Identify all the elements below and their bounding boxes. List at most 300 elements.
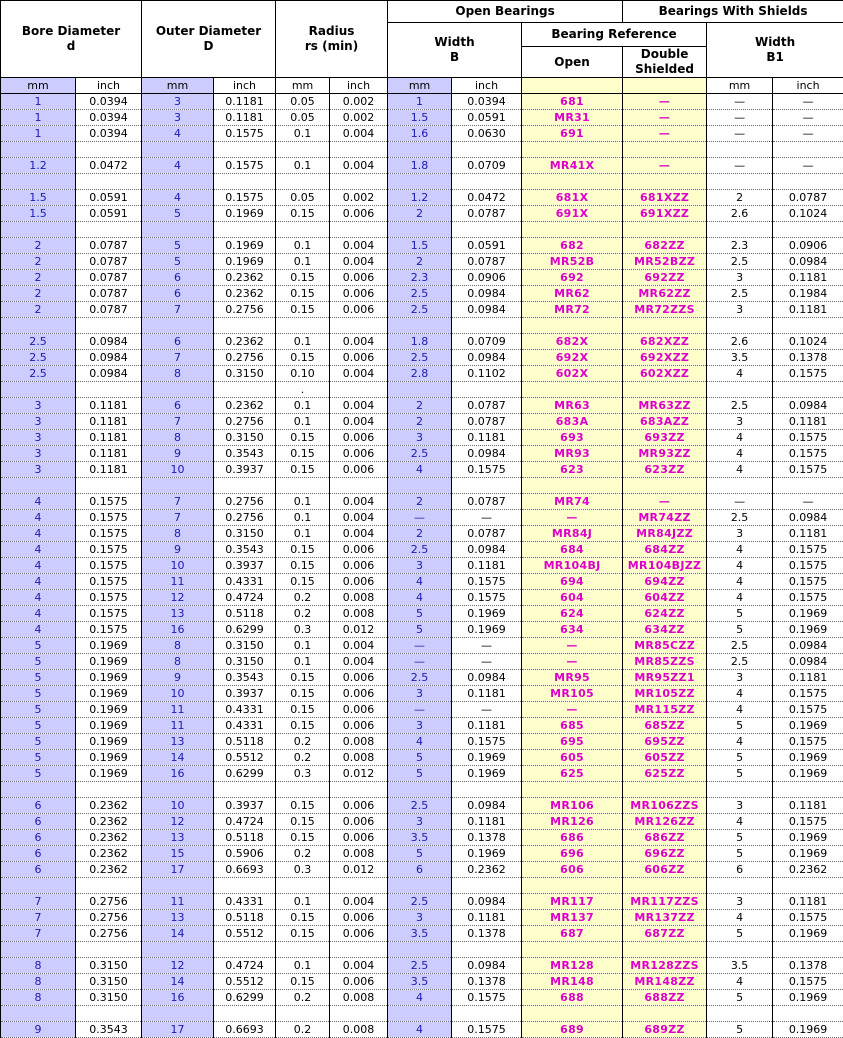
- cell-open-ref: MR148: [522, 974, 623, 990]
- spacer-row: [1, 478, 843, 494]
- cell-b1-inch: 0.1378: [773, 958, 843, 974]
- cell-radius-inch: [330, 318, 388, 334]
- cell-radius-mm: 0.15: [276, 702, 330, 718]
- cell-shielded-ref: MR137ZZ: [623, 910, 707, 926]
- cell-outer-inch: 0.2362: [214, 334, 276, 350]
- table-row: [1, 926, 843, 942]
- cell-outer-inch: 0.5512: [214, 974, 276, 990]
- cell-b1-mm: [707, 174, 773, 190]
- cell-b1-mm: 4: [707, 558, 773, 574]
- cell-open-ref: 694: [522, 574, 623, 590]
- cell-open-ref: [522, 142, 623, 158]
- cell-bore-inch: 0.1969: [76, 750, 142, 766]
- cell-outer-inch: [214, 1006, 276, 1022]
- cell-b1-inch: 0.1378: [773, 350, 843, 366]
- cell-b1-mm: 3.5: [707, 958, 773, 974]
- spacer-row: [1, 174, 843, 190]
- cell-width-inch: 0.0787: [452, 414, 522, 430]
- cell-outer-inch: 0.3937: [214, 558, 276, 574]
- cell-outer-inch: [214, 174, 276, 190]
- cell-shielded-ref: [623, 1006, 707, 1022]
- cell-shielded-ref: MR72ZZS: [623, 302, 707, 318]
- cell-b1-inch: 0.0984: [773, 638, 843, 654]
- cell-outer-mm: 13: [142, 606, 214, 622]
- cell-b1-inch: 0.1984: [773, 286, 843, 302]
- cell-width-mm: 2.5: [388, 542, 452, 558]
- cell-radius-mm: [276, 478, 330, 494]
- cell-shielded-ref: MR117ZZS: [623, 894, 707, 910]
- cell-open-ref: 684: [522, 542, 623, 558]
- cell-width-inch: 0.1378: [452, 974, 522, 990]
- cell-bore-mm: 5: [1, 718, 76, 734]
- cell-radius-inch: [330, 478, 388, 494]
- cell-radius-mm: [276, 174, 330, 190]
- table-row: [1, 462, 843, 478]
- cell-radius-inch: 0.006: [330, 286, 388, 302]
- cell-open-ref: 689: [522, 1022, 623, 1038]
- cell-b1-inch: —: [773, 94, 843, 110]
- cell-width-mm: 3: [388, 814, 452, 830]
- cell-shielded-ref: 625ZZ: [623, 766, 707, 782]
- cell-b1-mm: 4: [707, 366, 773, 382]
- cell-outer-mm: 4: [142, 126, 214, 142]
- cell-outer-inch: 0.4724: [214, 814, 276, 830]
- cell-outer-inch: 0.5118: [214, 606, 276, 622]
- cell-width-inch: 0.0984: [452, 958, 522, 974]
- cell-bore-mm: 2: [1, 238, 76, 254]
- cell-width-inch: 0.1378: [452, 926, 522, 942]
- table-row: [1, 302, 843, 318]
- table-row: [1, 110, 843, 126]
- cell-outer-mm: 12: [142, 958, 214, 974]
- cell-shielded-ref: 688ZZ: [623, 990, 707, 1006]
- cell-width-mm: [388, 174, 452, 190]
- table-row: [1, 430, 843, 446]
- cell-width-inch: 0.1969: [452, 622, 522, 638]
- cell-open-ref: [522, 222, 623, 238]
- cell-outer-inch: 0.2756: [214, 302, 276, 318]
- cell-outer-inch: 0.3543: [214, 542, 276, 558]
- cell-open-ref: —: [522, 654, 623, 670]
- cell-radius-inch: [330, 1006, 388, 1022]
- cell-width-mm: [388, 782, 452, 798]
- cell-outer-inch: 0.5512: [214, 750, 276, 766]
- cell-open-ref: 683A: [522, 414, 623, 430]
- cell-bore-mm: 8: [1, 958, 76, 974]
- cell-width-mm: 2: [388, 526, 452, 542]
- cell-b1-mm: [707, 782, 773, 798]
- cell-width-mm: —: [388, 702, 452, 718]
- cell-radius-inch: 0.006: [330, 814, 388, 830]
- cell-outer-inch: 0.2362: [214, 398, 276, 414]
- cell-radius-inch: 0.002: [330, 94, 388, 110]
- cell-open-ref: 625: [522, 766, 623, 782]
- cell-b1-inch: 0.1181: [773, 414, 843, 430]
- cell-shielded-ref: MR74ZZ: [623, 510, 707, 526]
- cell-b1-mm: 4: [707, 430, 773, 446]
- cell-b1-inch: [773, 382, 843, 398]
- cell-radius-mm: [276, 782, 330, 798]
- table-row: [1, 910, 843, 926]
- cell-b1-mm: 5: [707, 750, 773, 766]
- cell-b1-inch: [773, 318, 843, 334]
- cell-radius-inch: 0.004: [330, 894, 388, 910]
- cell-bore-mm: 1.5: [1, 206, 76, 222]
- table-row: [1, 830, 843, 846]
- cell-width-inch: 0.1575: [452, 734, 522, 750]
- cell-open-ref: 624: [522, 606, 623, 622]
- cell-radius-mm: [276, 318, 330, 334]
- spacer-row: [1, 782, 843, 798]
- cell-open-ref: MR72: [522, 302, 623, 318]
- cell-width-mm: 2: [388, 398, 452, 414]
- cell-outer-inch: [214, 382, 276, 398]
- cell-b1-mm: 2.5: [707, 654, 773, 670]
- cell-bore-mm: 4: [1, 574, 76, 590]
- cell-open-ref: —: [522, 638, 623, 654]
- cell-width-mm: 4: [388, 1022, 452, 1038]
- cell-width-inch: 0.1181: [452, 558, 522, 574]
- cell-bore-inch: [76, 142, 142, 158]
- cell-bore-mm: 5: [1, 654, 76, 670]
- cell-width-mm: [388, 942, 452, 958]
- cell-bore-mm: 4: [1, 558, 76, 574]
- cell-open-ref: —: [522, 510, 623, 526]
- cell-bore-mm: 7: [1, 926, 76, 942]
- cell-width-mm: [388, 382, 452, 398]
- open-bearings-header: Open Bearings: [388, 1, 623, 23]
- cell-shielded-ref: 686ZZ: [623, 830, 707, 846]
- cell-outer-mm: 4: [142, 158, 214, 174]
- open-ref-header: Open: [522, 47, 623, 78]
- cell-width-mm: 4: [388, 462, 452, 478]
- cell-shielded-ref: MR128ZZS: [623, 958, 707, 974]
- cell-radius-inch: 0.006: [330, 910, 388, 926]
- cell-width-inch: 0.0394: [452, 94, 522, 110]
- cell-outer-mm: 11: [142, 718, 214, 734]
- cell-shielded-ref: [623, 942, 707, 958]
- cell-outer-inch: 0.5118: [214, 910, 276, 926]
- cell-open-ref: [522, 478, 623, 494]
- cell-b1-mm: 5: [707, 622, 773, 638]
- cell-radius-mm: 0.15: [276, 350, 330, 366]
- cell-shielded-ref: MR104BJZZ: [623, 558, 707, 574]
- table-row: [1, 94, 843, 110]
- cell-radius-mm: [276, 942, 330, 958]
- cell-outer-inch: 0.2362: [214, 286, 276, 302]
- cell-bore-mm: 2: [1, 286, 76, 302]
- cell-shielded-ref: 624ZZ: [623, 606, 707, 622]
- cell-outer-mm: 14: [142, 750, 214, 766]
- cell-open-ref: MR74: [522, 494, 623, 510]
- cell-width-inch: [452, 1006, 522, 1022]
- cell-radius-inch: 0.008: [330, 590, 388, 606]
- cell-bore-inch: 0.1575: [76, 606, 142, 622]
- cell-b1-mm: 2.5: [707, 638, 773, 654]
- double-shielded-header: Double Shielded: [623, 47, 707, 78]
- cell-radius-inch: 0.012: [330, 862, 388, 878]
- cell-outer-mm: 7: [142, 414, 214, 430]
- cell-b1-inch: 0.1969: [773, 990, 843, 1006]
- cell-width-mm: 2: [388, 414, 452, 430]
- cell-width-inch: [452, 174, 522, 190]
- cell-b1-inch: —: [773, 110, 843, 126]
- cell-width-mm: 1.8: [388, 158, 452, 174]
- cell-radius-inch: 0.004: [330, 398, 388, 414]
- cell-width-mm: 3.5: [388, 974, 452, 990]
- cell-width-mm: 2: [388, 206, 452, 222]
- cell-bore-inch: 0.0394: [76, 94, 142, 110]
- cell-radius-mm: 0.1: [276, 414, 330, 430]
- table-row: [1, 718, 843, 734]
- table-row: [1, 750, 843, 766]
- cell-width-mm: 1.6: [388, 126, 452, 142]
- cell-b1-inch: 0.0984: [773, 398, 843, 414]
- cell-radius-inch: 0.004: [330, 334, 388, 350]
- cell-outer-mm: 6: [142, 334, 214, 350]
- cell-b1-mm: —: [707, 110, 773, 126]
- cell-bore-mm: 5: [1, 750, 76, 766]
- cell-radius-mm: 0.15: [276, 574, 330, 590]
- table-row: [1, 622, 843, 638]
- cell-shielded-ref: MR148ZZ: [623, 974, 707, 990]
- cell-bore-mm: 5: [1, 734, 76, 750]
- table-row: [1, 542, 843, 558]
- cell-width-mm: 3.5: [388, 830, 452, 846]
- cell-bore-inch: 0.0591: [76, 206, 142, 222]
- cell-width-mm: 2.5: [388, 894, 452, 910]
- cell-radius-inch: 0.006: [330, 798, 388, 814]
- cell-open-ref: 692: [522, 270, 623, 286]
- cell-outer-inch: 0.3150: [214, 366, 276, 382]
- cell-b1-mm: 4: [707, 542, 773, 558]
- cell-bore-mm: [1, 878, 76, 894]
- cell-width-inch: 0.0591: [452, 110, 522, 126]
- cell-bore-inch: 0.1969: [76, 654, 142, 670]
- cell-b1-mm: 2.5: [707, 398, 773, 414]
- cell-radius-mm: 0.1: [276, 238, 330, 254]
- cell-open-ref: [522, 878, 623, 894]
- cell-b1-inch: 0.1575: [773, 366, 843, 382]
- cell-bore-inch: 0.0787: [76, 270, 142, 286]
- cell-b1-mm: [707, 478, 773, 494]
- cell-width-mm: 5: [388, 766, 452, 782]
- cell-shielded-ref: MR115ZZ: [623, 702, 707, 718]
- cell-outer-mm: [142, 942, 214, 958]
- cell-b1-mm: 5: [707, 718, 773, 734]
- cell-b1-mm: 4: [707, 686, 773, 702]
- cell-shielded-ref: [623, 478, 707, 494]
- cell-width-mm: 3: [388, 686, 452, 702]
- cell-bore-inch: 0.1575: [76, 494, 142, 510]
- cell-outer-mm: 11: [142, 574, 214, 590]
- cell-outer-mm: 10: [142, 558, 214, 574]
- cell-outer-inch: 0.4724: [214, 590, 276, 606]
- cell-b1-inch: 0.1575: [773, 590, 843, 606]
- cell-bore-inch: 0.1969: [76, 718, 142, 734]
- cell-b1-mm: 4: [707, 574, 773, 590]
- cell-b1-inch: —: [773, 158, 843, 174]
- spacer-row: [1, 142, 843, 158]
- cell-bore-mm: 1.5: [1, 190, 76, 206]
- unit-b1-mm: mm: [707, 78, 773, 94]
- cell-radius-mm: [276, 1006, 330, 1022]
- cell-radius-mm: 0.3: [276, 622, 330, 638]
- cell-radius-inch: 0.006: [330, 974, 388, 990]
- cell-width-inch: 0.0984: [452, 670, 522, 686]
- cell-radius-mm: .: [276, 382, 330, 398]
- table-row: [1, 1022, 843, 1038]
- cell-width-inch: 0.1575: [452, 590, 522, 606]
- cell-shielded-ref: 691XZZ: [623, 206, 707, 222]
- table-row: [1, 590, 843, 606]
- cell-radius-mm: 0.1: [276, 510, 330, 526]
- cell-radius-inch: 0.002: [330, 190, 388, 206]
- cell-bore-mm: [1, 222, 76, 238]
- cell-width-inch: 0.0787: [452, 206, 522, 222]
- cell-width-mm: 3: [388, 430, 452, 446]
- cell-width-mm: 2.5: [388, 798, 452, 814]
- cell-outer-mm: 10: [142, 798, 214, 814]
- cell-b1-mm: 3: [707, 302, 773, 318]
- cell-open-ref: 687: [522, 926, 623, 942]
- cell-outer-mm: 17: [142, 862, 214, 878]
- cell-radius-inch: 0.006: [330, 462, 388, 478]
- cell-b1-inch: 0.1969: [773, 606, 843, 622]
- cell-outer-inch: 0.4331: [214, 702, 276, 718]
- cell-open-ref: 696: [522, 846, 623, 862]
- cell-open-ref: 634: [522, 622, 623, 638]
- cell-width-inch: —: [452, 638, 522, 654]
- cell-open-ref: 623: [522, 462, 623, 478]
- cell-outer-inch: 0.5512: [214, 926, 276, 942]
- width-b-header: Width B: [388, 23, 522, 78]
- table-row: [1, 558, 843, 574]
- cell-radius-inch: 0.006: [330, 558, 388, 574]
- cell-bore-inch: 0.2362: [76, 846, 142, 862]
- cell-open-ref: MR84J: [522, 526, 623, 542]
- cell-open-ref: MR128: [522, 958, 623, 974]
- table-row: [1, 350, 843, 366]
- cell-outer-mm: 17: [142, 1022, 214, 1038]
- table-row: [1, 270, 843, 286]
- cell-bore-mm: [1, 478, 76, 494]
- cell-width-mm: 6: [388, 862, 452, 878]
- cell-bore-inch: 0.0787: [76, 286, 142, 302]
- cell-outer-mm: 9: [142, 446, 214, 462]
- cell-bore-mm: 8: [1, 990, 76, 1006]
- cell-b1-mm: —: [707, 94, 773, 110]
- cell-bore-mm: 2.5: [1, 350, 76, 366]
- cell-width-mm: [388, 478, 452, 494]
- spacer-row: [1, 878, 843, 894]
- cell-b1-mm: 5: [707, 766, 773, 782]
- cell-outer-inch: [214, 478, 276, 494]
- cell-shielded-ref: MR85ZZS: [623, 654, 707, 670]
- cell-bore-inch: 0.1969: [76, 702, 142, 718]
- cell-width-inch: 0.1969: [452, 846, 522, 862]
- cell-outer-mm: 11: [142, 894, 214, 910]
- cell-bore-mm: 6: [1, 814, 76, 830]
- cell-b1-inch: 0.1969: [773, 766, 843, 782]
- cell-width-mm: 5: [388, 750, 452, 766]
- cell-shielded-ref: 685ZZ: [623, 718, 707, 734]
- cell-radius-inch: 0.006: [330, 718, 388, 734]
- cell-width-inch: 0.0984: [452, 350, 522, 366]
- cell-outer-mm: 16: [142, 766, 214, 782]
- cell-open-ref: —: [522, 702, 623, 718]
- cell-outer-inch: [214, 318, 276, 334]
- cell-shielded-ref: —: [623, 110, 707, 126]
- cell-radius-mm: 0.15: [276, 270, 330, 286]
- cell-shielded-ref: [623, 782, 707, 798]
- cell-bore-inch: 0.0591: [76, 190, 142, 206]
- cell-width-inch: 0.0984: [452, 894, 522, 910]
- cell-radius-mm: 0.15: [276, 542, 330, 558]
- cell-outer-inch: 0.3150: [214, 654, 276, 670]
- cell-outer-mm: 7: [142, 350, 214, 366]
- cell-radius-mm: 0.2: [276, 1022, 330, 1038]
- cell-outer-mm: [142, 878, 214, 894]
- cell-b1-mm: 2.6: [707, 334, 773, 350]
- cell-outer-mm: 14: [142, 926, 214, 942]
- cell-radius-mm: 0.15: [276, 302, 330, 318]
- cell-bore-inch: 0.2756: [76, 910, 142, 926]
- cell-width-mm: 3: [388, 558, 452, 574]
- cell-radius-mm: 0.15: [276, 670, 330, 686]
- cell-b1-mm: 4: [707, 446, 773, 462]
- cell-radius-inch: 0.008: [330, 734, 388, 750]
- cell-radius-mm: 0.2: [276, 606, 330, 622]
- cell-width-mm: 2: [388, 494, 452, 510]
- cell-radius-mm: 0.15: [276, 910, 330, 926]
- cell-bore-mm: 2.5: [1, 334, 76, 350]
- cell-radius-mm: 0.15: [276, 926, 330, 942]
- cell-outer-inch: 0.3543: [214, 446, 276, 462]
- cell-outer-mm: 13: [142, 910, 214, 926]
- cell-width-inch: 0.0984: [452, 286, 522, 302]
- cell-radius-mm: 0.1: [276, 254, 330, 270]
- cell-outer-mm: 9: [142, 542, 214, 558]
- cell-b1-inch: 0.1181: [773, 894, 843, 910]
- cell-bore-inch: 0.1575: [76, 542, 142, 558]
- spacer-row: [1, 942, 843, 958]
- cell-radius-inch: 0.004: [330, 366, 388, 382]
- cell-b1-inch: 0.0984: [773, 654, 843, 670]
- cell-b1-mm: [707, 1006, 773, 1022]
- cell-bore-mm: 4: [1, 526, 76, 542]
- cell-b1-inch: 0.1575: [773, 702, 843, 718]
- cell-radius-mm: 0.2: [276, 750, 330, 766]
- table-row: [1, 846, 843, 862]
- cell-open-ref: [522, 174, 623, 190]
- cell-width-mm: [388, 878, 452, 894]
- cell-outer-inch: 0.4331: [214, 894, 276, 910]
- cell-width-mm: 2.5: [388, 670, 452, 686]
- cell-radius-inch: 0.006: [330, 270, 388, 286]
- cell-width-inch: 0.0984: [452, 446, 522, 462]
- cell-bore-inch: 0.0787: [76, 302, 142, 318]
- cell-outer-inch: 0.5906: [214, 846, 276, 862]
- cell-open-ref: MR95: [522, 670, 623, 686]
- cell-width-inch: 0.0984: [452, 798, 522, 814]
- cell-radius-inch: 0.006: [330, 686, 388, 702]
- cell-b1-inch: 0.1024: [773, 334, 843, 350]
- cell-bore-inch: [76, 222, 142, 238]
- cell-radius-inch: 0.004: [330, 238, 388, 254]
- cell-radius-mm: 0.1: [276, 638, 330, 654]
- table-row: [1, 286, 843, 302]
